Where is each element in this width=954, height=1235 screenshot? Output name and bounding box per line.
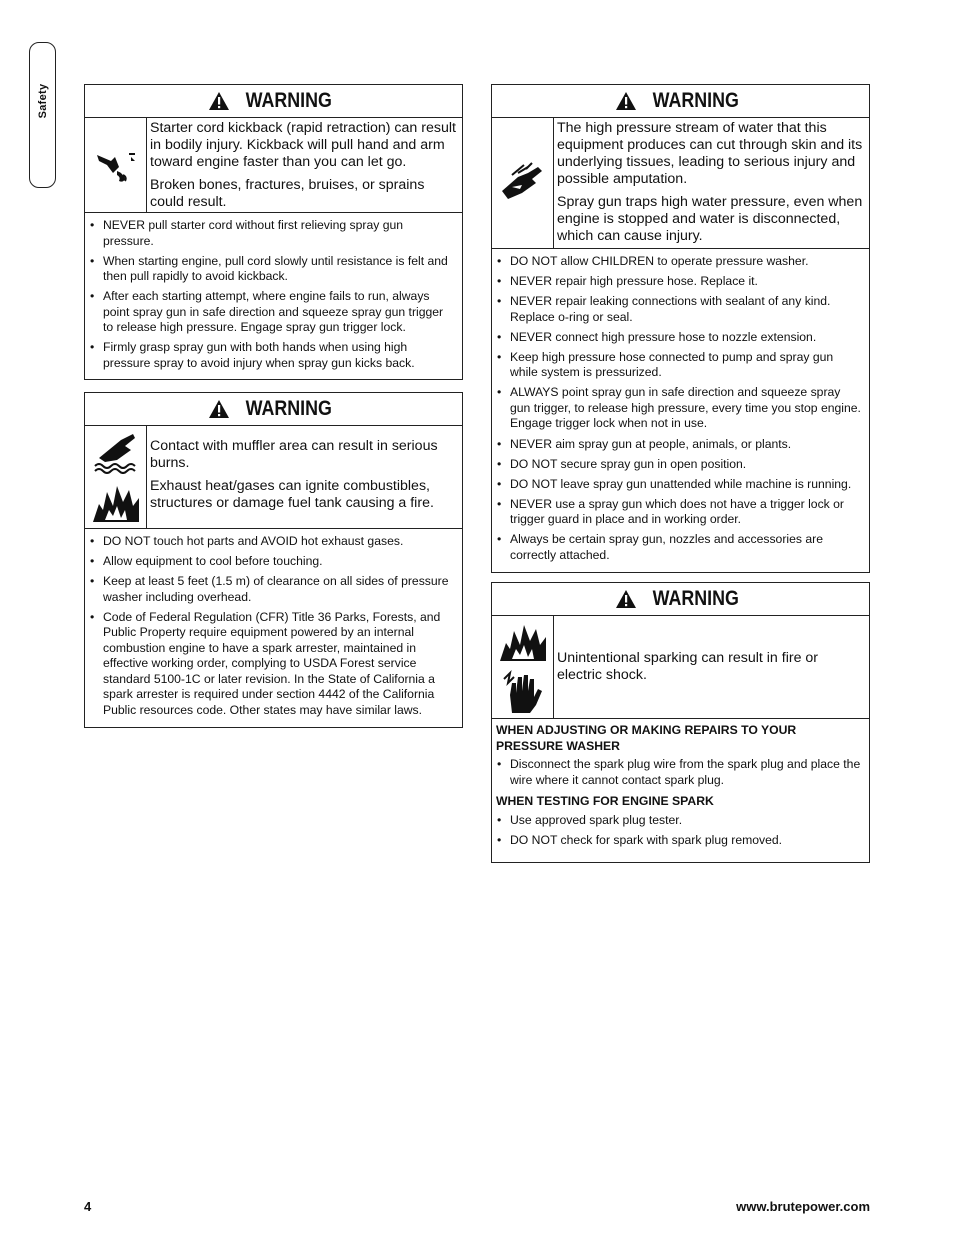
section-tab-label: Safety [36, 83, 49, 119]
warning-box-kickback [84, 84, 463, 380]
safety-rules-list [492, 754, 869, 790]
list-item: • DO NOT leave spray gun unattended while machine is running. [496, 477, 863, 493]
fire-icon [89, 480, 143, 524]
list-item: • Keep at least 5 feet (1.5 m) of clearance on all sides of pressure washer including overhead. [89, 574, 456, 605]
safety-rules-list [85, 529, 462, 723]
hazard-description [147, 118, 462, 212]
list-item: • Always be certain spray gun, nozzles and accessories are correctly attached. [496, 532, 863, 563]
hazard-icon-column [492, 616, 554, 718]
hazard-paragraph: Broken bones, fractures, bruises, or sprains could result. [150, 177, 425, 210]
hazard-section [492, 118, 869, 249]
hazard-description [554, 118, 869, 248]
injection-hazard-icon [498, 161, 548, 205]
electric-shock-icon [500, 669, 546, 715]
hazard-icon-column [85, 118, 147, 212]
warning-title: WARNING [652, 89, 739, 112]
list-item: • Disconnect the spark plug wire from the spark plug and place the wire where it cannot contact spark plug. [496, 757, 863, 788]
warning-box-sparking [491, 582, 870, 863]
hazard-paragraph: The high pressure stream of water that this equipment produces can cut through skin and its underlying tissues, leading to serious injury and possible amputation. [557, 120, 863, 187]
safety-rules-list [85, 213, 462, 376]
list-item: • NEVER repair leaking connections with sealant of any kind. Replace o-ring or seal. [496, 294, 863, 325]
list-item: • NEVER aim spray gun at people, animals, or plants. [496, 437, 863, 453]
warning-triangle-icon [615, 91, 637, 111]
warning-header [492, 85, 869, 118]
hazard-description [147, 426, 462, 528]
section-subheading: WHEN ADJUSTING OR MAKING REPAIRS TO YOUR PRESSURE WASHER [496, 723, 797, 753]
warning-title: WARNING [245, 397, 332, 420]
list-item: • DO NOT allow CHILDREN to operate pressure washer. [496, 254, 863, 270]
list-item: • Firmly grasp spray gun with both hands when using high pressure spray to avoid injury when spray gun kicks back. [89, 340, 456, 371]
list-item: • DO NOT secure spray gun in open position. [496, 457, 863, 473]
hazard-description [554, 616, 869, 718]
warning-triangle-icon [615, 589, 637, 609]
section-subheading: WHEN TESTING FOR ENGINE SPARK [496, 794, 714, 808]
list-item: • Keep high pressure hose connected to pump and spray gun while system is pressurized. [496, 350, 863, 381]
list-item: • After each starting attempt, where engine fails to run, always point spray gun in safe direction and squeeze spray gun trigger to release high pressure. Engage spray gun trigger lock. [89, 289, 456, 336]
warning-header [492, 583, 869, 616]
list-item: • Code of Federal Regulation (CFR) Title 36 Parks, Forests, and Public Property require equipment powered by an internal combustion engine to have a spark arrester, maintained in effective working order, complying to USDA Forest service standard 5100-1C or later revision. In the State of California a spark arrester is required under section 4442 of the California Public resources code. Other states may have similar laws. [89, 610, 456, 719]
list-item: • Use approved spark plug tester. [496, 813, 863, 829]
page-number: 4 [84, 1199, 92, 1214]
hazard-section [85, 426, 462, 529]
warning-box-high-pressure [491, 84, 870, 573]
hazard-section [492, 616, 869, 719]
section-tab [29, 42, 56, 188]
hazard-paragraph: Exhaust heat/gases can ignite combustibles, structures or damage fuel tank causing a fire. [150, 478, 434, 511]
website-link[interactable]: www.brutepower.com [736, 1199, 870, 1214]
list-item: • NEVER pull starter cord without first relieving spray gun pressure. [89, 218, 456, 249]
hazard-paragraph: Starter cord kickback (rapid retraction) can result in bodily injury. Kickback will pull hand and arm toward engine faster than you can let go. [150, 120, 456, 170]
warning-box-burns-fire [84, 392, 463, 728]
hazard-paragraph: Spray gun traps high water pressure, even when engine is stopped and water is disconnected, which can cause injury. [557, 194, 863, 244]
hazard-icon-column [492, 118, 554, 248]
hazard-icon-column [85, 426, 147, 528]
warning-triangle-icon [208, 399, 230, 419]
hazard-paragraph: Unintentional sparking can result in fire or electric shock. [557, 649, 819, 683]
hazard-paragraph: Contact with muffler area can result in serious burns. [150, 438, 438, 471]
list-item: • NEVER repair high pressure hose. Replace it. [496, 274, 863, 290]
list-item: • DO NOT check for spark with spark plug removed. [496, 833, 863, 849]
safety-rules-list [492, 810, 869, 854]
hazard-section [85, 118, 462, 213]
list-item: • NEVER connect high pressure hose to nozzle extension. [496, 330, 863, 346]
list-item: • ALWAYS point spray gun in safe direction and squeeze spray gun trigger, to release high pressure, every time you stop engine. Engage trigger lock when not in use. [496, 385, 863, 432]
kickback-hazard-icon [93, 145, 139, 185]
list-item: • DO NOT touch hot parts and AVOID hot exhaust gases. [89, 534, 456, 550]
list-item: • When starting engine, pull cord slowly until resistance is felt and then pull rapidly to avoid kickback. [89, 254, 456, 285]
warning-header [85, 393, 462, 426]
fire-icon [496, 619, 550, 663]
warning-title: WARNING [245, 89, 332, 112]
warning-header [85, 85, 462, 118]
hot-surface-icon [91, 430, 141, 474]
safety-rules-list [492, 249, 869, 568]
list-item: • Allow equipment to cool before touching. [89, 554, 456, 570]
warning-title: WARNING [652, 587, 739, 610]
warning-triangle-icon [208, 91, 230, 111]
list-item: • NEVER use a spray gun which does not have a trigger lock or trigger guard in place and in working order. [496, 497, 863, 528]
